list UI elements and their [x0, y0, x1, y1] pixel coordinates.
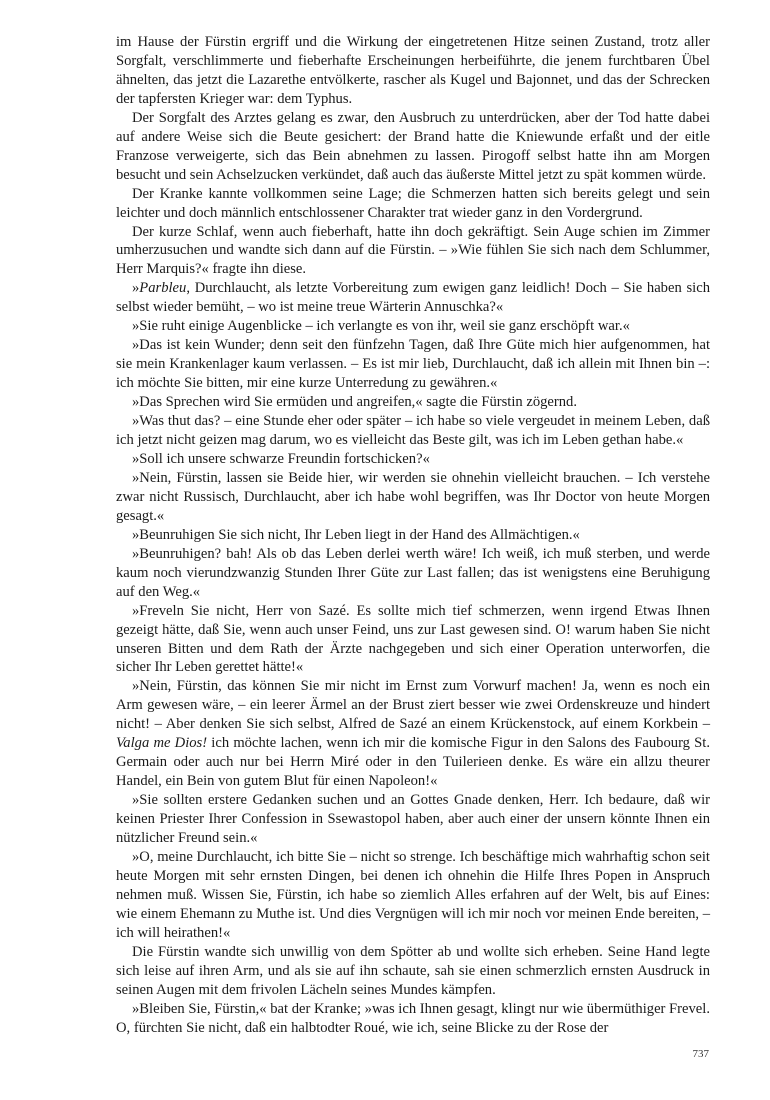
text-run: »Bleiben Sie, Fürstin,« bat der Kranke; »was ich Ihnen gesagt, klingt nur wie übermüthiger Frevel. O, fürchten Sie nicht, daß ein halbtodter Roué, wie ich, seine Blicke zu der Rose der — [116, 1000, 710, 1036]
paragraph — [116, 412, 710, 450]
text-run: Der kurze Schlaf, wenn auch fieberhaft, hatte ihn doch gekräftigt. Sein Auge schien im Zimmer umherzusuchen und wandte sich dann auf die Fürstin. – »Wie fühlen Sie sich nach dem Schlummer, Herr Marquis?« fragte ihn diese. — [116, 223, 710, 278]
text-run: »Was thut das? – eine Stunde eher oder später – ich habe so viele vergeudet in meinem Leben, daß ich jetzt nicht geizen mag darum, wo es vielleicht das Beste gilt, was ich im Leben gethan habe.« — [116, 413, 710, 449]
text-run: » — [132, 280, 140, 297]
text-run: »Nein, Fürstin, lassen sie Beide hier, wir werden sie ohnehin vielleicht brauchen. – Ich verstehe zwar nicht Russisch, Durchlaucht, aber ich habe wohl begriffen, was Ihr Doctor von heute Morgen gesagt.« — [116, 469, 710, 524]
text-run: »Das ist kein Wunder; denn seit den fünfzehn Tagen, daß Ihre Güte mich hier aufgenommen, hat sie mein Krankenlager kaum verlassen. – Es ist mir lieb, Durchlaucht, daß ich allein mit Ihnen bin –: ich möchte Sie bitten, mir eine kurze Unterredung zu gewähren.« — [116, 337, 710, 392]
italic-phrase: Parbleu — [139, 280, 187, 297]
text-run: ich möchte lachen, wenn ich mir die komische Figur in den Salons des Faubourg St. Germain oder auch nur bei Herrn Miré oder in den Tuilerieen denke. Es wäre ein allzu theurer Handel, ein Bein von gutem Blut für einen Napoleon!« — [116, 735, 710, 790]
paragraph — [116, 336, 710, 393]
paragraph — [116, 279, 710, 317]
paragraph — [116, 848, 710, 943]
italic-phrase: Valga me Dios! — [116, 735, 208, 752]
paragraph — [116, 317, 710, 336]
paragraph — [116, 545, 710, 602]
text-run: im Hause der Fürstin ergriff und die Wirkung der eingetretenen Hitze seinen Zustand, trotz aller Sorgfalt, verschlimmerte und fieberhafte Erscheinungen herbeiführte, die jenem furchtbaren Übel ähnelten, das jetzt die Lazarethe entvölkerte, rascher als Kugel und Bajonnet, und das der Schrecken der tapfersten Krieger war: dem Typhus. — [116, 34, 710, 107]
paragraph — [116, 185, 710, 223]
text-run: »Beunruhigen? bah! Als ob das Leben derlei werth wäre! Ich weiß, ich muß sterben, und werde kaum noch vierundzwanzig Stunden Ihrer Güte zur Last fallen; das ist wenigstens eine Beruhigung auf den Weg.« — [116, 545, 710, 600]
paragraph — [116, 791, 710, 848]
text-run: »Das Sprechen wird Sie ermüden und angreifen,« sagte die Fürstin zögernd. — [132, 394, 577, 411]
paragraph — [116, 677, 710, 791]
text-run: »Sie ruht einige Augenblicke – ich verlangte es von ihr, weil sie ganz erschöpft war.« — [132, 318, 630, 335]
text-run: Der Kranke kannte vollkommen seine Lage; die Schmerzen hatten sich bereits gelegt und sein leichter und doch männlich entschlossener Charakter trat wieder ganz in den Vordergrund. — [116, 185, 710, 221]
text-run: »O, meine Durchlaucht, ich bitte Sie – nicht so strenge. Ich beschäftige mich wahrhaftig schon seit heute Morgen mit sehr ernsten Dingen, bei denen ich ohnehin die Hilfe Ihres Popen in Anspruch nehmen muß. Wissen Sie, Fürstin, ich habe so ziemlich Alles erfahren auf der Welt, bis auf Eines: wie einem Ehemann zu Muthe ist. Und dies Vergnügen will ich mir noch vor meinen Ende bereiten, – ich will heirathen!« — [116, 848, 711, 941]
text-run: »Sie sollten erstere Gedanken suchen und an Gottes Gnade denken, Herr. Ich bedaure, daß wir keinen Priester Ihrer Confession in Ssewastopol haben, aber auch einer der unsern könnte Ihnen ein nützlicher Freund sein.« — [116, 792, 710, 847]
paragraph — [116, 526, 710, 545]
body-text — [116, 33, 710, 1038]
paragraph — [116, 109, 710, 185]
book-page — [116, 33, 710, 1038]
text-run: »Beunruhigen Sie sich nicht, Ihr Leben liegt in der Hand des Allmächtigen.« — [132, 526, 580, 543]
page-number: 737 — [692, 1048, 709, 1060]
paragraph — [116, 393, 710, 412]
paragraph — [116, 450, 710, 469]
paragraph — [116, 1000, 710, 1038]
text-run: »Soll ich unsere schwarze Freundin fortschicken?« — [132, 450, 430, 467]
paragraph — [116, 223, 710, 280]
text-run: , Durchlaucht, als letzte Vorbereitung zum ewigen ganz leidlich! Doch – Sie haben sich selbst wieder bemüht, – wo ist meine treue Wärterin Annuschka?« — [116, 280, 710, 316]
paragraph — [116, 602, 710, 678]
text-run: Der Sorgfalt des Arztes gelang es zwar, den Ausbruch zu unterdrücken, aber der Tod hatte dabei auf andere Weise sich die Beute gesichert: der Brand hatte die Kniewunde erfaßt und der eitle Franzose verweigerte, sich das Bein abnehmen zu lassen. Pirogoff selbst hatte ihn am Morgen besucht und sein Achselzucken verkündet, daß auch das äußerste Mittel jetzt zu spät kommen würde. — [116, 109, 710, 183]
paragraph — [116, 469, 710, 526]
text-run: »Freveln Sie nicht, Herr von Sazé. Es sollte mich tief schmerzen, wenn irgend Etwas Ihnen gezeigt hätte, daß Sie, wenn auch unser Feind, uns zur Last gewesen sind. O! warum haben Sie nicht unseren Bitten und dem Rath der Ärzte nachgegeben und sich einer Operation unterworfen, die sicher Ihr Leben gerettet hätte!« — [116, 602, 710, 676]
paragraph — [116, 33, 710, 109]
paragraph — [116, 943, 710, 1000]
text-run: »Nein, Fürstin, das können Sie mir nicht im Ernst zum Vorwurf machen! Ja, wenn es noch ein Arm gewesen wäre, – ein leerer Ärmel an der Brust ziert besser wie zwei Ordenskreuze und hindert nicht! – Aber denken Sie sich selbst, Alfred de Sazé an einem Krückenstock, auf einem Korkbein – — [116, 678, 710, 733]
text-run: Die Fürstin wandte sich unwillig von dem Spötter ab und wollte sich erheben. Seine Hand legte sich leise auf ihren Arm, und als sie auf ihn schaute, sah sie einen schmerzlich ernsten Ausdruck in seinen Augen mit dem frivolen Lächeln seines Mundes kämpfen. — [116, 943, 710, 998]
